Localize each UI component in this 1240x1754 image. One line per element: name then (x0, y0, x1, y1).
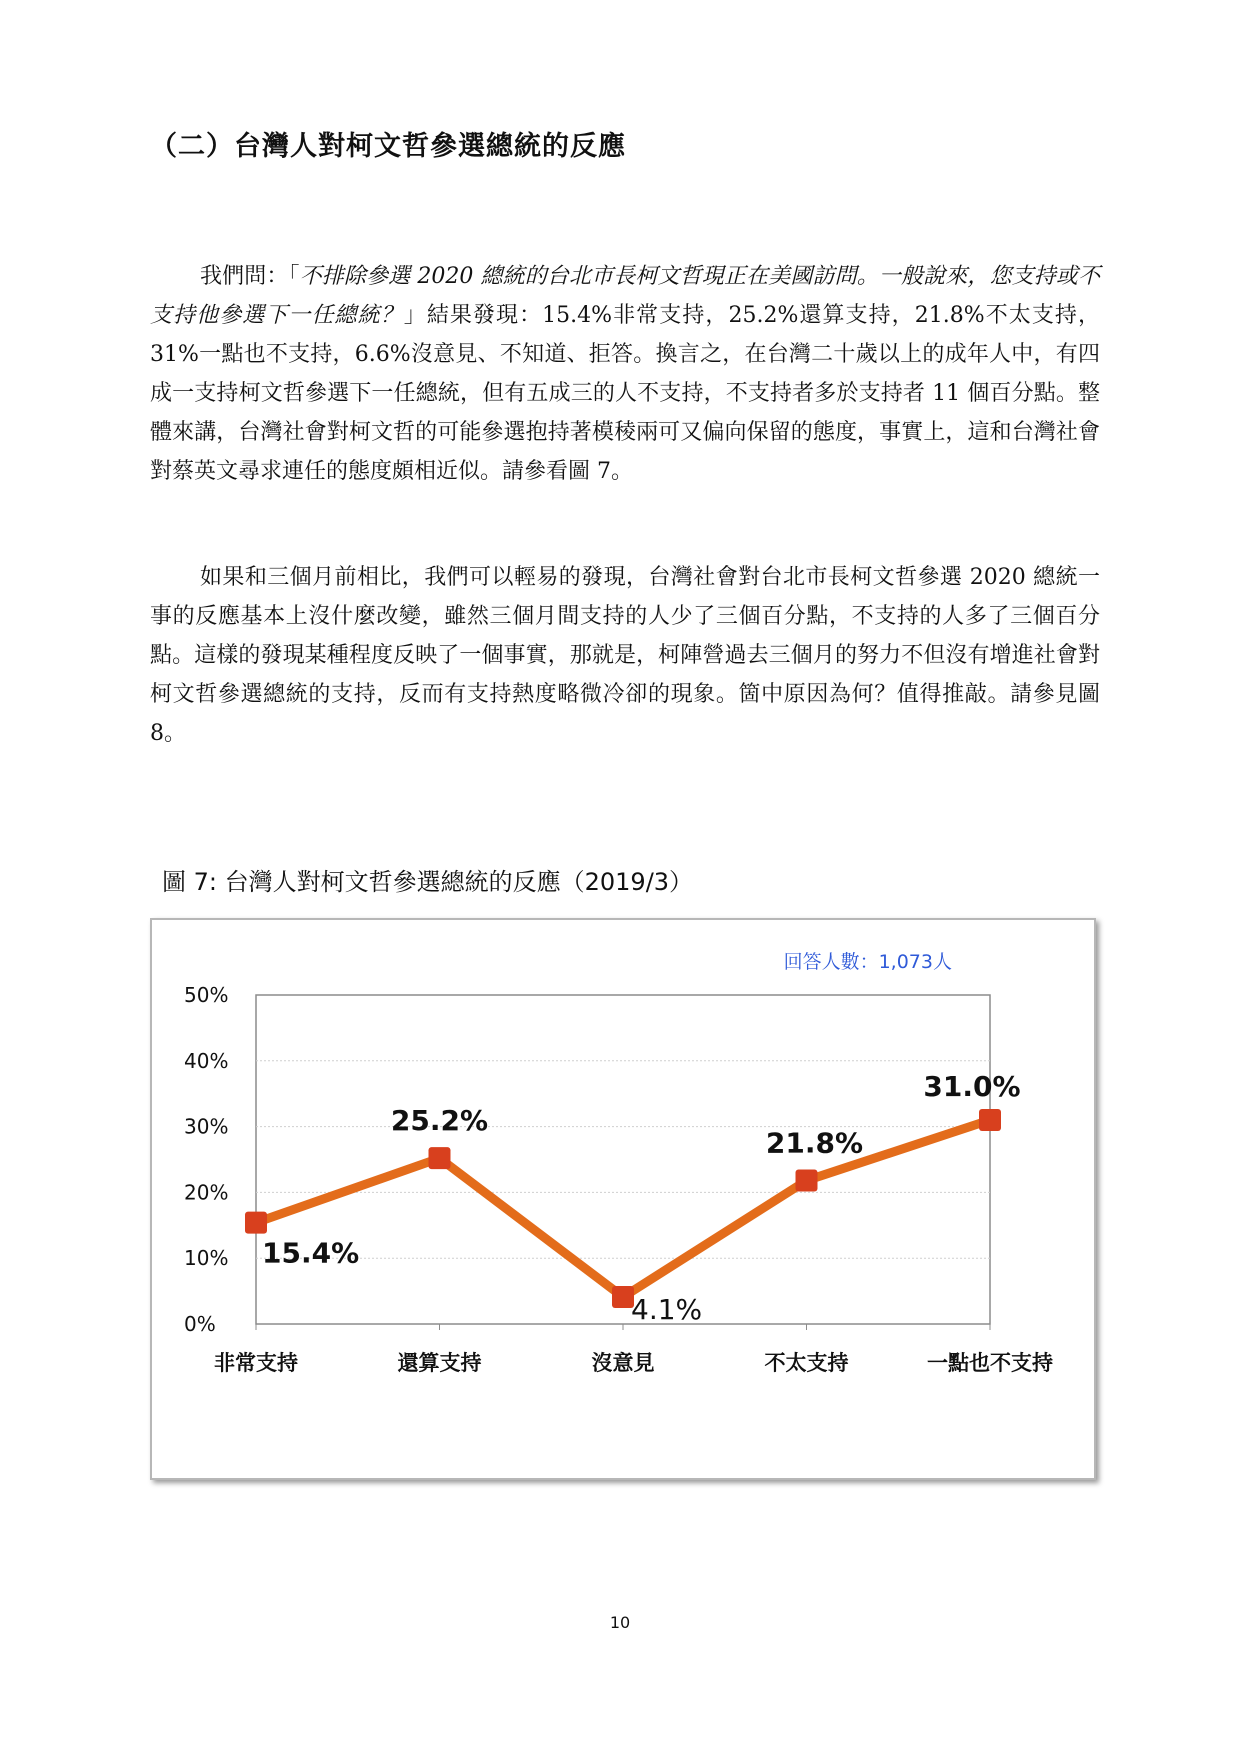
y-tick-label: 40% (184, 1048, 229, 1073)
data-point-marker (979, 1109, 1001, 1131)
y-tick-label: 20% (184, 1180, 229, 1205)
survey-question: 不排除參選 2020 總統的台北市長柯文哲現正在美國訪問。一般說來，您支持或不支持他參選下一任總統？ (150, 264, 1100, 328)
y-tick-label: 50% (184, 983, 229, 1007)
data-label: 4.1% (631, 1293, 703, 1327)
paragraph-1 (150, 257, 1100, 491)
y-tick-label: 10% (184, 1246, 229, 1271)
section-heading: （二）台灣人對柯文哲參選總統的反應 (150, 131, 626, 162)
paragraph-1-lead: 我們問：「 (200, 264, 300, 289)
y-tick-label: 30% (184, 1114, 229, 1139)
data-point-marker (796, 1170, 818, 1192)
respondent-count-annotation: 回答人數：1,073人 (783, 951, 952, 973)
line-chart (152, 920, 1094, 1478)
figure-title: 圖 7: 台灣人對柯文哲參選總統的反應（2019/3） (162, 868, 694, 896)
data-label: 21.8% (765, 1126, 864, 1160)
data-label: 25.2% (390, 1104, 489, 1138)
x-tick-label: 不太支持 (764, 1351, 849, 1375)
data-point-marker (245, 1212, 267, 1234)
x-tick-label: 一點也不支持 (927, 1351, 1053, 1375)
chart-container (150, 918, 1096, 1480)
x-tick-label: 沒意見 (591, 1351, 655, 1375)
data-label: 31.0% (923, 1070, 1021, 1104)
page-number: 10 (609, 1613, 631, 1632)
data-point-marker (429, 1147, 451, 1169)
data-label: 15.4% (262, 1236, 360, 1270)
x-tick-label: 還算支持 (397, 1351, 482, 1375)
paragraph-2: 如果和三個月前相比，我們可以輕易的發現，台灣社會對台北市長柯文哲參選 2020 總統一事的反應基本上沒什麼改變，雖然三個月間支持的人少了三個百分點，不支持的人多了三個百分點。這樣的發現某種程度反映了一個事實，那就是，柯陣營過去三個月的努力不但沒有增進社會對柯文哲參選總統的支持，反而有支持熱度略微冷卻的現象。箇中原因為何？值得推敲。請參見圖 8。 (150, 565, 1100, 746)
x-tick-label: 非常支持 (214, 1351, 298, 1375)
y-tick-label: 0% (184, 1312, 216, 1336)
paragraph-1-body: 」結果發現：15.4%非常支持，25.2%還算支持，21.8%不太支持，31%一點也不支持，6.6%沒意見、不知道、拒答。換言之，在台灣二十歲以上的成年人中，有四成一支持柯文哲參選下一任總統，但有五成三的人不支持，不支持者多於支持者 11 個百分點。整體來講，台灣社會對柯文哲的可能參選抱持著模稜兩可又偏向保留的態度，事實上，這和台灣社會對蔡英文尋求連任的態度頗相近似。請參看圖 7。 (150, 303, 1100, 484)
